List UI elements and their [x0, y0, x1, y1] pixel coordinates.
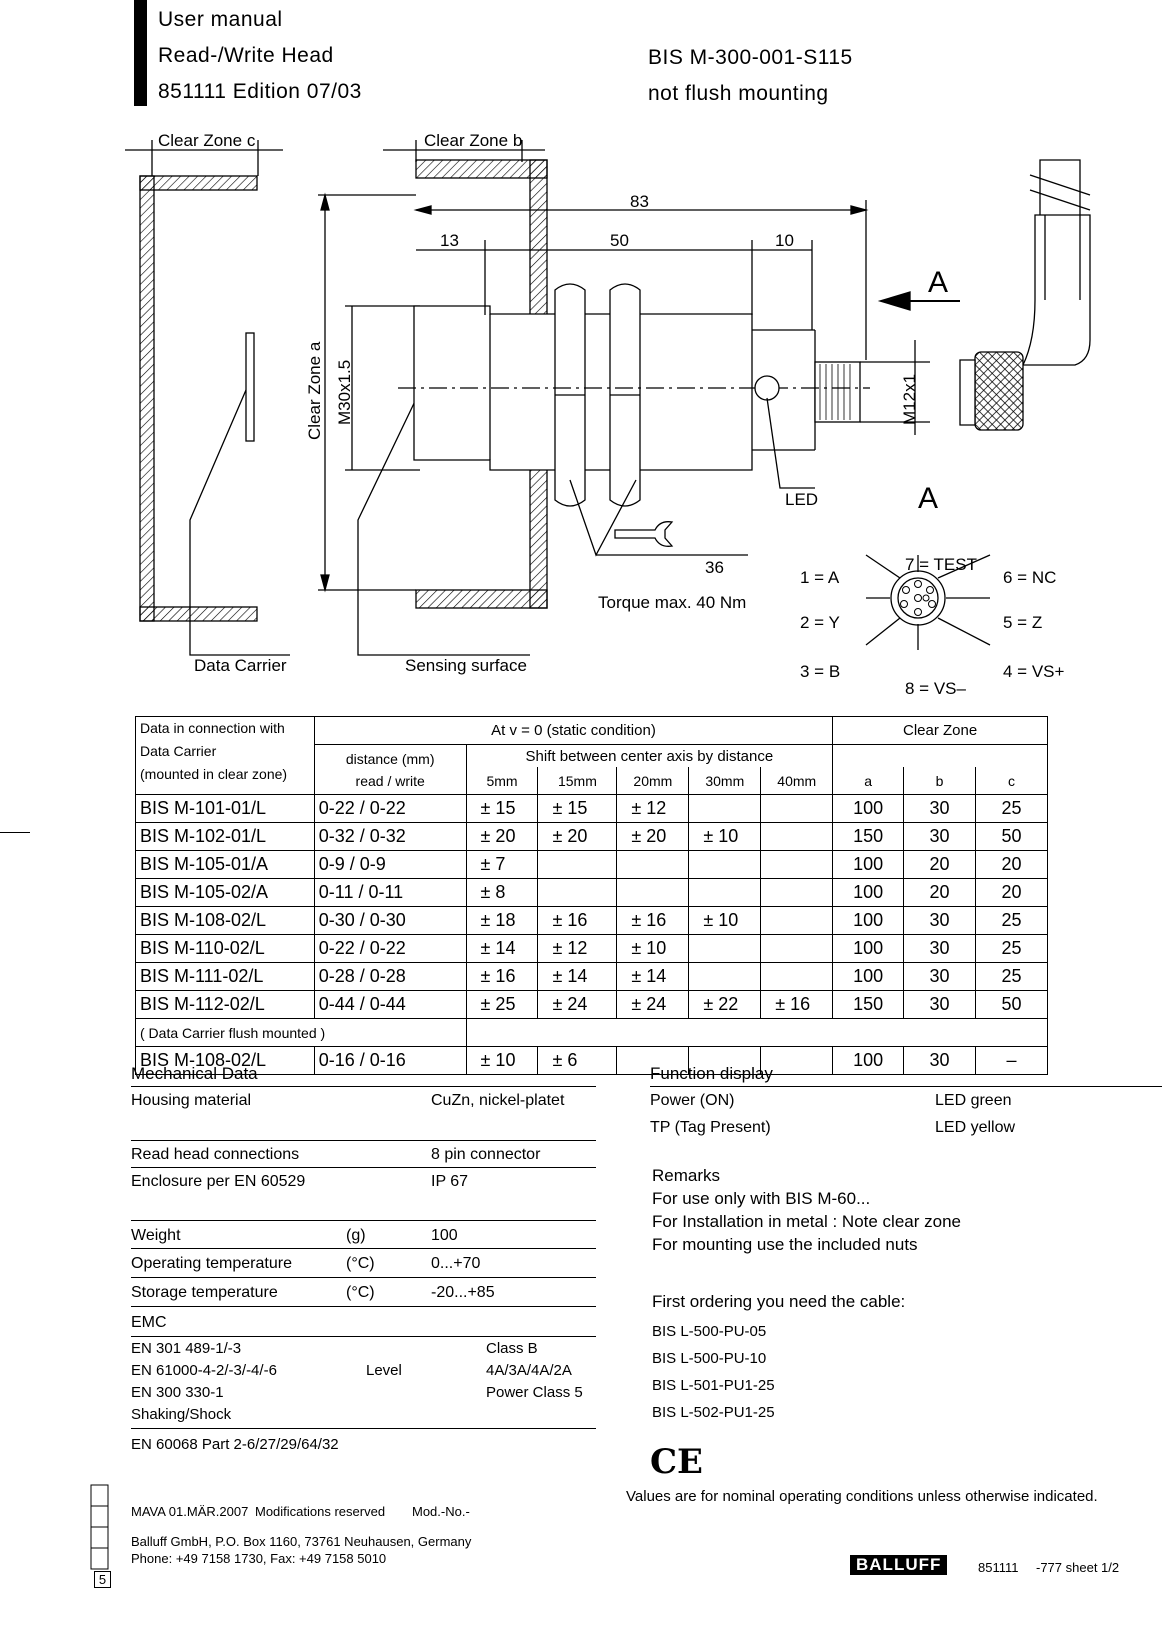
view-a-bottom: A: [918, 482, 939, 515]
mech-rule-8: [131, 1336, 596, 1337]
footer-modno: Mod.-No.-: [412, 1504, 470, 1519]
cell-clear-zone: 100: [833, 1047, 904, 1075]
th-clear-spacer: [833, 745, 1048, 768]
remarks-title: Remarks: [652, 1166, 721, 1185]
sttemp-value: -20...+85: [431, 1284, 495, 1301]
header-edition: 851111 Edition 07/03: [158, 80, 362, 103]
weight-label: Weight: [131, 1227, 181, 1244]
pin-3: 3 = B: [800, 662, 841, 681]
func-title: Function display: [650, 1064, 773, 1083]
emc-v1: Class B: [486, 1340, 538, 1357]
cell-shift: ± 24: [617, 991, 689, 1019]
cell-shift: ± 15: [538, 795, 617, 823]
cell-shift: [689, 935, 761, 963]
th-shift-15: 15mm: [538, 767, 617, 795]
cell-shift: [689, 851, 761, 879]
cell-shift: [761, 935, 833, 963]
cell-clear-zone: 100: [833, 963, 904, 991]
th-data-3: (mounted in clear zone): [140, 766, 288, 782]
connector-thread: [815, 362, 860, 422]
optemp-unit: (°C): [346, 1255, 375, 1272]
cell-shift: ± 12: [538, 935, 617, 963]
th-shift-20: 20mm: [617, 767, 689, 795]
cell-shift: ± 20: [538, 823, 617, 851]
th-static: At v = 0 (static condition): [314, 717, 832, 745]
wrench-icon: [615, 522, 672, 547]
sttemp-unit: (°C): [346, 1284, 375, 1301]
pin-5: 5 = Z: [1003, 613, 1043, 632]
th-shift-30: 30mm: [689, 767, 761, 795]
cell-shift: [689, 879, 761, 907]
pin-8: 8 = VS–: [905, 679, 966, 698]
footer-phone: Phone: +49 7158 1730, Fax: +49 7158 5010: [131, 1551, 387, 1566]
cell-shift: ± 18: [466, 907, 538, 935]
cell-clear-zone: 30: [904, 1047, 976, 1075]
emc-2: EN 61000-4-2/-3/-4/-6: [131, 1362, 277, 1379]
cell-shift: ± 22: [689, 991, 761, 1019]
cell-clear-zone: 25: [976, 963, 1048, 991]
wall-c-left: [140, 176, 154, 621]
cell-shift: ± 16: [466, 963, 538, 991]
cell-shift: ± 10: [466, 1047, 538, 1075]
th-clear-b: b: [904, 767, 976, 795]
cell-clear-zone: 100: [833, 851, 904, 879]
footer-sheet: -777 sheet 1/2: [1036, 1560, 1120, 1575]
cable-2: BIS L-500-PU-10: [652, 1350, 767, 1367]
dim-50: 50: [610, 231, 629, 250]
cell-shift: [761, 795, 833, 823]
cell-shift: [689, 963, 761, 991]
cell-shift: ± 8: [466, 879, 538, 907]
cable-4: BIS L-502-PU1-25: [652, 1404, 775, 1421]
wall-b-bottom: [416, 590, 547, 608]
cell-shift: ± 10: [689, 823, 761, 851]
cell-read-write: 0-44 / 0-44: [314, 991, 466, 1019]
cell-shift: ± 20: [617, 823, 689, 851]
cell-clear-zone: 30: [904, 963, 976, 991]
footer-address: Balluff GmbH, P.O. Box 1160, 73761 Neuhausen, Germany: [131, 1534, 472, 1549]
cell-clear-zone: 100: [833, 907, 904, 935]
cell-clear-zone: 30: [904, 935, 976, 963]
cell-clear-zone: 30: [904, 991, 976, 1019]
mech-rule-1: [131, 1086, 596, 1087]
wall-c-bottom: [140, 607, 257, 621]
cell-read-write: 0-28 / 0-28: [314, 963, 466, 991]
cell-clear-zone: 100: [833, 795, 904, 823]
label-m12: M12x1: [900, 373, 919, 425]
label-thread: M30x1.5: [335, 359, 354, 425]
cell-clear-zone: 25: [976, 935, 1048, 963]
cell-shift: ± 12: [617, 795, 689, 823]
view-a-top: A: [928, 266, 949, 299]
th-data-1: Data in connection with: [140, 720, 285, 736]
th-readwrite: read / write: [355, 772, 425, 789]
cell-shift: ± 14: [538, 963, 617, 991]
cell-name: BIS M-105-02/A: [136, 879, 315, 907]
cell-clear-zone: 100: [833, 879, 904, 907]
cell-shift: ± 20: [466, 823, 538, 851]
cell-shift: [761, 851, 833, 879]
dim-83: 83: [630, 192, 649, 211]
cell-shift: ± 16: [617, 907, 689, 935]
wall-c-top: [140, 176, 257, 190]
cell-read-write: 0-9 / 0-9: [314, 851, 466, 879]
cell-shift: ± 6: [538, 1047, 617, 1075]
label-sensing-surface: Sensing surface: [405, 656, 527, 675]
mech-rule-3: [131, 1167, 596, 1168]
table-body: [136, 795, 1048, 1019]
cell-clear-zone: 20: [976, 851, 1048, 879]
cell-shift: [761, 879, 833, 907]
cable-knurl: [975, 352, 1023, 430]
mech-rule-4: [131, 1220, 596, 1221]
th-data-2: Data Carrier: [140, 743, 217, 759]
header-mounting: not flush mounting: [648, 82, 829, 105]
encl-value: IP 67: [431, 1173, 469, 1190]
cell-shift: ± 25: [466, 991, 538, 1019]
cell-shift: ± 16: [538, 907, 617, 935]
data-carrier-plate: [246, 333, 254, 441]
cell-shift: ± 10: [689, 907, 761, 935]
emc-last: EN 60068 Part 2-6/27/29/64/32: [131, 1436, 339, 1453]
table-row: [136, 935, 1048, 963]
weight-value: 100: [431, 1227, 458, 1244]
cell-clear-zone: 30: [904, 795, 976, 823]
power-value: LED green: [935, 1092, 1012, 1109]
sttemp-label: Storage temperature: [131, 1284, 278, 1301]
cell-name: BIS M-101-01/L: [136, 795, 315, 823]
tp-value: LED yellow: [935, 1119, 1016, 1136]
emc-title: EMC: [131, 1314, 167, 1331]
th-clear-zone: Clear Zone: [833, 717, 1048, 745]
mech-rule-6: [131, 1277, 596, 1278]
cell-clear-zone: 150: [833, 823, 904, 851]
mech-rule-7: [131, 1306, 596, 1307]
dim-13: 13: [440, 231, 459, 250]
ce-mark: CE: [650, 1442, 703, 1482]
emc-v2: 4A/3A/4A/2A: [486, 1362, 572, 1379]
table-row: [136, 991, 1048, 1019]
pin-6: 6 = NC: [1003, 568, 1057, 587]
cell-read-write: 0-16 / 0-16: [314, 1047, 466, 1075]
cell-clear-zone: 150: [833, 991, 904, 1019]
emc-4: Shaking/Shock: [131, 1406, 232, 1423]
table-row: [136, 963, 1048, 991]
flush-spacer: [466, 1019, 1047, 1047]
cell-shift: [761, 907, 833, 935]
cell-name: BIS M-108-02/L: [136, 1047, 315, 1075]
optemp-value: 0...+70: [431, 1255, 481, 1272]
tp-label: TP (Tag Present): [650, 1119, 771, 1136]
cell-clear-zone: –: [976, 1047, 1048, 1075]
technical-drawing: [0, 0, 1162, 700]
pin-4: 4 = VS+: [1003, 662, 1065, 681]
nominal-note: Values are for nominal operating conditions unless otherwise indicated.: [626, 1488, 1098, 1505]
header-subtitle: Read-/Write Head: [158, 44, 334, 67]
mech-rule-5: [131, 1248, 596, 1249]
label-led: LED: [785, 490, 819, 509]
label-torque: Torque max. 40 Nm: [598, 593, 747, 612]
mech-rule-2: [131, 1140, 596, 1141]
cell-clear-zone: 30: [904, 823, 976, 851]
header-model: BIS M-300-001-S115: [648, 46, 853, 69]
cell-read-write: 0-22 / 0-22: [314, 935, 466, 963]
emc-v3: Power Class 5: [486, 1384, 583, 1401]
label-clear-zone-a: Clear Zone a: [305, 341, 324, 440]
cell-read-write: 0-32 / 0-32: [314, 823, 466, 851]
mech-title: Mechanical Data: [131, 1064, 258, 1083]
emc-1: EN 301 489-1/-3: [131, 1340, 242, 1357]
remark-2: For Installation in metal : Note clear zone: [652, 1212, 961, 1231]
cell-shift: ± 14: [617, 963, 689, 991]
mech-rule-9: [131, 1428, 596, 1429]
cell-read-write: 0-22 / 0-22: [314, 795, 466, 823]
cell-read-write: 0-11 / 0-11: [314, 879, 466, 907]
cell-shift: [617, 851, 689, 879]
cable-1: BIS L-500-PU-05: [652, 1323, 767, 1340]
cell-shift: ± 10: [617, 935, 689, 963]
table-row: [136, 1047, 1048, 1075]
housing-label: Housing material: [131, 1092, 252, 1109]
cell-name: BIS M-111-02/L: [136, 963, 315, 991]
cable-title: First ordering you need the cable:: [652, 1292, 906, 1311]
weight-unit: (g): [346, 1227, 366, 1244]
cell-shift: ± 14: [466, 935, 538, 963]
margin-mark: [0, 832, 30, 833]
cell-shift: [689, 795, 761, 823]
th-shift-5: 5mm: [466, 767, 538, 795]
cell-shift: ± 16: [761, 991, 833, 1019]
housing-value: CuZn, nickel-platet: [431, 1092, 565, 1109]
pin-7: 7 = TEST: [905, 555, 977, 574]
table-flush: [136, 1047, 1048, 1075]
table-row: [136, 851, 1048, 879]
power-label: Power (ON): [650, 1092, 735, 1109]
th-distance: distance (mm): [345, 750, 435, 767]
th-clear-a: a: [833, 767, 904, 795]
footer-mava: MAVA 01.MÄR.2007: [131, 1504, 249, 1519]
cell-clear-zone: 20: [904, 851, 976, 879]
cell-clear-zone: 20: [976, 879, 1048, 907]
optemp-label: Operating temperature: [131, 1255, 292, 1272]
cell-shift: [761, 823, 833, 851]
th-shift-40: 40mm: [761, 767, 833, 795]
balluff-logo: BALLUFF: [850, 1555, 947, 1575]
table-row: [136, 823, 1048, 851]
cell-clear-zone: 50: [976, 991, 1048, 1019]
wall-b-top: [416, 160, 547, 178]
cell-clear-zone: 30: [904, 907, 976, 935]
cell-clear-zone: 25: [976, 795, 1048, 823]
table-row: [136, 795, 1048, 823]
dim-10: 10: [775, 231, 794, 250]
label-clear-zone-c: Clear Zone c: [158, 131, 256, 150]
cell-shift: ± 24: [538, 991, 617, 1019]
cell-shift: ± 15: [466, 795, 538, 823]
cell-shift: [538, 851, 617, 879]
header-title: User manual: [158, 8, 283, 31]
conn-value: 8 pin connector: [431, 1146, 541, 1163]
cell-shift: [617, 879, 689, 907]
table-row: [136, 907, 1048, 935]
pin-2: 2 = Y: [800, 613, 840, 632]
footer-doc: 851111: [978, 1560, 1019, 1575]
cell-name: BIS M-105-01/A: [136, 851, 315, 879]
table-row: [136, 879, 1048, 907]
cell-clear-zone: 50: [976, 823, 1048, 851]
cell-name: BIS M-112-02/L: [136, 991, 315, 1019]
cell-name: BIS M-108-02/L: [136, 907, 315, 935]
cell-read-write: 0-30 / 0-30: [314, 907, 466, 935]
remark-1: For use only with BIS M-60...: [652, 1189, 871, 1208]
cell-shift: [761, 963, 833, 991]
cell-clear-zone: 25: [976, 907, 1048, 935]
emc-level: Level: [366, 1362, 402, 1379]
cell-name: BIS M-110-02/L: [136, 935, 315, 963]
cell-clear-zone: 100: [833, 935, 904, 963]
cell-shift: [538, 879, 617, 907]
conn-label: Read head connections: [131, 1146, 300, 1163]
label-clear-zone-b: Clear Zone b: [424, 131, 523, 150]
led-marker: [755, 376, 779, 400]
label-data-carrier: Data Carrier: [194, 656, 287, 675]
page-box: 5: [94, 1571, 111, 1588]
footer-mods: Modifications reserved: [255, 1504, 386, 1519]
cell-shift: ± 7: [466, 851, 538, 879]
emc-3: EN 300 330-1: [131, 1384, 224, 1401]
func-rule: [650, 1086, 1162, 1087]
data-carrier-table: [135, 716, 1048, 1075]
cell-clear-zone: 20: [904, 879, 976, 907]
cable-3: BIS L-501-PU1-25: [652, 1377, 775, 1394]
pin-1: 1 = A: [800, 568, 840, 587]
encl-label: Enclosure per EN 60529: [131, 1173, 306, 1190]
label-wrench: 36: [705, 558, 724, 577]
th-shift: Shift between center axis by distance: [466, 745, 833, 768]
cell-name: BIS M-102-01/L: [136, 823, 315, 851]
flush-label: ( Data Carrier flush mounted ): [136, 1019, 467, 1047]
th-clear-c: c: [976, 767, 1048, 795]
remark-3: For mounting use the included nuts: [652, 1235, 918, 1254]
